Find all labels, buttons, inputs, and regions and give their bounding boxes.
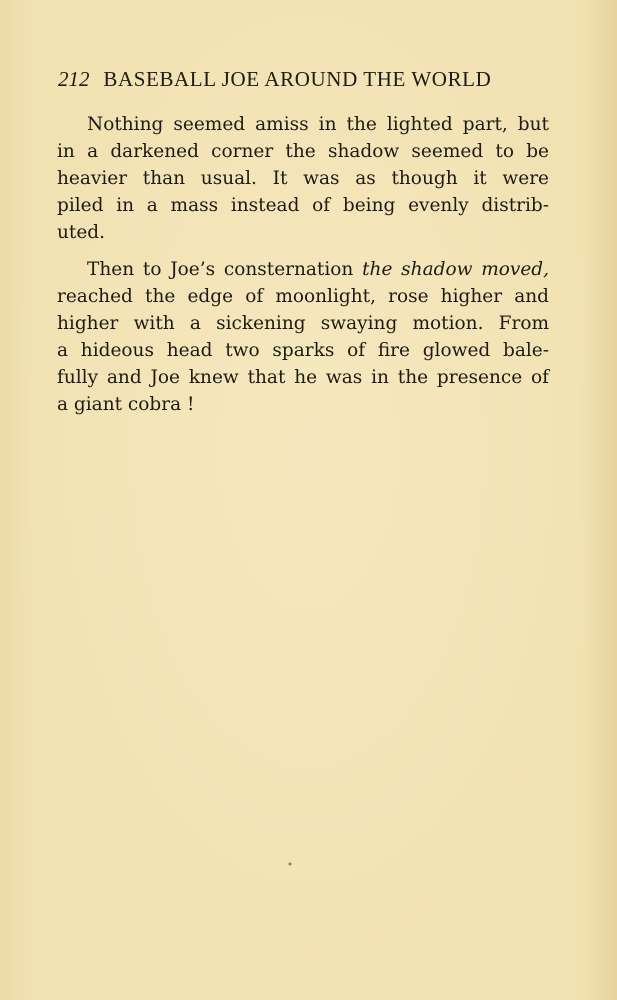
text-line: a giant cobra ! <box>57 394 195 415</box>
text-line: piled in a mass instead of being evenly distrib- <box>57 195 549 216</box>
body-text <box>57 111 549 418</box>
text-run: Then to Joe’s consternation <box>87 259 363 280</box>
book-title: BASEBALL JOE AROUND THE WORLD <box>103 67 492 91</box>
paragraph-1 <box>57 111 549 246</box>
text-line: in a darkened corner the shadow seemed to be <box>57 141 549 162</box>
text-line: fully and Joe knew that he was in the presence of <box>57 367 549 388</box>
page-number: 212 <box>58 67 90 91</box>
text-line: higher with a sickening swaying motion. From <box>57 313 549 334</box>
text-line: a hideous head two sparks of fire glowed bale- <box>57 340 549 361</box>
paragraph-2 <box>57 256 549 418</box>
paragraph-gap <box>57 246 549 256</box>
italic-text-run: the shadow moved, <box>362 259 549 280</box>
text-line: heavier than usual. It was as though it were <box>57 168 549 189</box>
text-line: reached the edge of moonlight, rose higher and <box>57 286 549 307</box>
page-ornament: • <box>287 860 293 871</box>
running-head <box>58 64 548 94</box>
text-line: Nothing seemed amiss in the lighted part, but <box>87 114 549 135</box>
text-line <box>57 256 549 283</box>
text-line: uted. <box>57 222 106 243</box>
